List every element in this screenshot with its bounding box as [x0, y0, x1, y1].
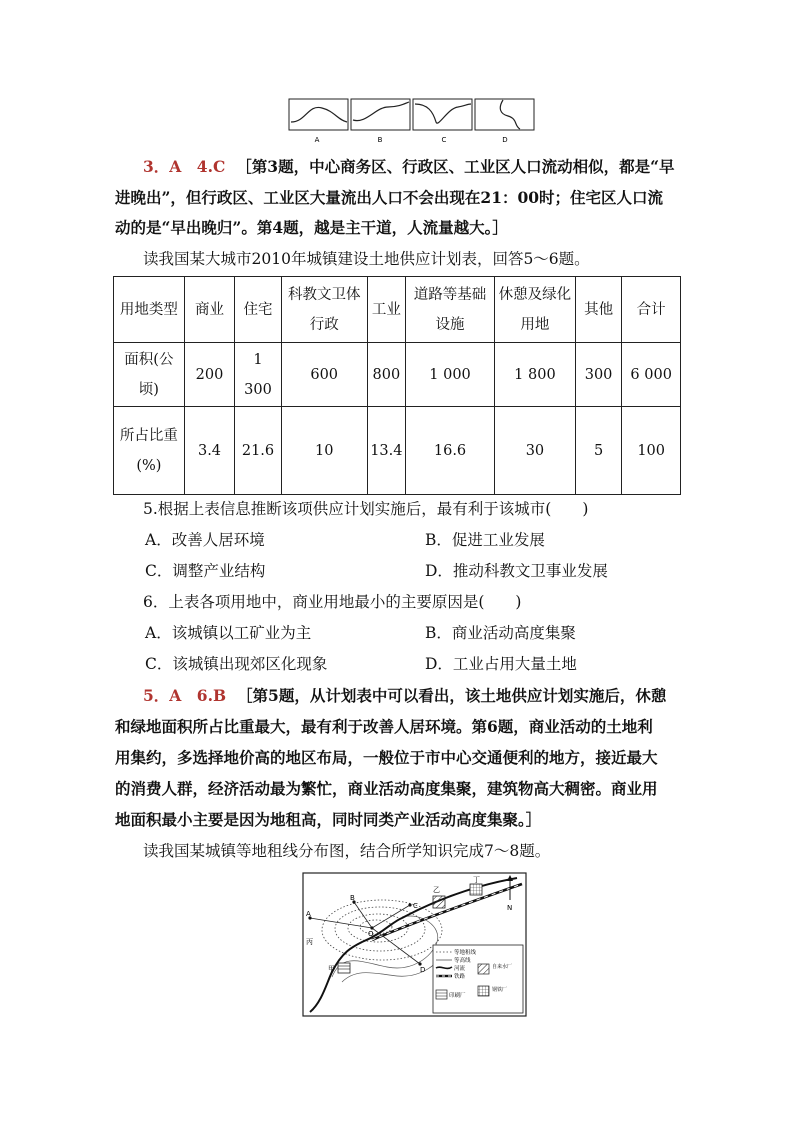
- legend-steel: 钢铁厂: [492, 987, 508, 993]
- answer-3-4-line1: 3．A 4.C ［第3题，中心商务区、行政区、工业区人口流动相似，都是“早: [143, 157, 675, 176]
- table-header-cell: 用地类型: [114, 277, 185, 343]
- place-ding-symbol: [470, 884, 482, 895]
- table-header-cell: 住宅: [235, 277, 281, 343]
- table-cell: 13.4: [367, 407, 405, 495]
- legend-waterworks-icon: [478, 964, 489, 974]
- land-supply-table: [113, 276, 681, 495]
- curve-panel-c: [413, 99, 472, 144]
- table-row-label: 所占比重(%): [114, 407, 185, 495]
- table-cell: 800: [367, 343, 405, 407]
- top-curve-figure: [288, 98, 538, 146]
- table-cell: 30: [495, 407, 576, 495]
- table-header-cell: 道路等基础设施: [406, 277, 495, 343]
- place-bing-label: 丙: [306, 938, 313, 946]
- north-label: N: [507, 904, 513, 912]
- question-6-stem: 6．上表各项用地中，商业用地最小的主要原因是( ): [143, 593, 522, 611]
- map-point-d: D: [420, 966, 426, 974]
- answer-5-6-line2: 和绿地面积所占比重最大，最有利于改善人居环境。第6题，商业活动的土地利: [115, 717, 653, 736]
- place-jia-symbol: [338, 963, 350, 973]
- answer-3-4-line2: 进晚出”，但行政区、工业区大量流出人口不会出现在21：00时；住宅区人口流: [115, 188, 664, 207]
- table-header-row: [114, 277, 681, 343]
- table-cell: 10: [281, 407, 367, 495]
- panel-label-a: A: [314, 136, 320, 144]
- answer-5-6-line5: 地面积最小主要是因为地租高，同时同类产业活动高度集聚。］: [115, 810, 542, 829]
- table-cell: 600: [281, 343, 367, 407]
- table-row-percent: [114, 407, 681, 495]
- table-cell: 5: [575, 407, 621, 495]
- table-cell: 200: [184, 343, 235, 407]
- map-point-o: O: [368, 930, 374, 938]
- legend-steel-icon: [478, 986, 489, 996]
- table-header-cell: 工业: [367, 277, 405, 343]
- legend-printing-icon: [436, 990, 447, 999]
- q6-option-b: B．商业活动高度集聚: [425, 624, 576, 642]
- intro-5-6: 读我国某大城市2010年城镇建设土地供应计划表，回答5～6题。: [143, 250, 590, 268]
- intro-7-8: 读我国某城镇等地租线分布图，结合所学知识完成7～8题。: [143, 842, 551, 860]
- q5-option-c: C．调整产业结构: [145, 562, 266, 580]
- q5-option-b: B．促进工业发展: [425, 531, 545, 549]
- table-cell: 1 000: [406, 343, 495, 407]
- panel-label-c: C: [441, 136, 447, 144]
- table-header-cell: 合计: [622, 277, 681, 343]
- q6-option-c: C．该城镇出现郊区化现象: [145, 655, 328, 673]
- table-header-cell: 其他: [575, 277, 621, 343]
- panel-label-d: D: [502, 136, 508, 144]
- table-cell: 21.6: [235, 407, 281, 495]
- place-yi-label: 乙: [433, 886, 440, 894]
- map-point-c: C: [413, 902, 418, 910]
- isorent-map: [302, 872, 528, 1018]
- q5-option-d: D．推动科教文卫事业发展: [425, 562, 608, 580]
- answer-5-6-line3: 用集约，多选择地价高的地区布局，一般位于市中心交通便利的地方，接近最大: [115, 748, 658, 767]
- q5-option-a: A．改善人居环境: [145, 531, 265, 549]
- table-cell: 1 800: [495, 343, 576, 407]
- table-row-area: [114, 343, 681, 407]
- place-yi-symbol: [433, 896, 445, 908]
- answer-5-6-line4: 的消费人群，经济活动最为繁忙，商业活动高度集聚，建筑物高大稠密。商业用: [115, 779, 658, 798]
- place-ding-label: 丁: [473, 876, 480, 884]
- panel-label-b: B: [377, 136, 383, 144]
- place-jia-label: 甲: [328, 965, 335, 973]
- table-cell: 100: [622, 407, 681, 495]
- table-cell: 16.6: [406, 407, 495, 495]
- table-header-cell: 科教文卫体行政: [281, 277, 367, 343]
- map-point-b: B: [350, 894, 355, 902]
- answer-5-6-head: 5．A 6.B: [143, 686, 227, 705]
- curve-panel-d: [475, 99, 534, 144]
- map-point-a: A: [306, 910, 311, 918]
- q6-option-d: D．工业占用大量土地: [425, 655, 577, 673]
- curve-panel-b: [351, 99, 410, 144]
- answer-3-4-head: 3．A 4.C: [143, 157, 226, 176]
- table-row-label: 面积(公顷): [114, 343, 185, 407]
- table-cell: 3.4: [184, 407, 235, 495]
- table-header-cell: 休憩及绿化用地: [495, 277, 576, 343]
- table-header-cell: 商业: [184, 277, 235, 343]
- curve-panel-a: [289, 99, 348, 144]
- q6-option-a: A．该城镇以工矿业为主: [145, 624, 312, 642]
- table-cell: 6 000: [622, 343, 681, 407]
- answer-5-6-line1: 5．A 6.B ［第5题，从计划表中可以看出，该土地供应计划实施后，休憩: [143, 686, 667, 705]
- table-cell: 1 300: [235, 343, 281, 407]
- legend-contour: 等高线: [454, 958, 471, 964]
- legend-river: 河流: [454, 966, 466, 972]
- legend-waterworks: 自来水厂: [492, 964, 513, 970]
- answer-3-4-line3: 动的是“早出晚归”。第4题，越是主干道，人流量越大。］: [115, 218, 508, 237]
- legend-railway: 铁路: [454, 974, 466, 980]
- question-5-stem: 5.根据上表信息推断该项供应计划实施后，最有利于该城市( ): [143, 500, 589, 518]
- table-cell: 300: [575, 343, 621, 407]
- map-legend: [433, 945, 523, 1013]
- legend-isorent: 等地租线: [454, 950, 477, 956]
- legend-printing: 印刷厂: [449, 993, 466, 999]
